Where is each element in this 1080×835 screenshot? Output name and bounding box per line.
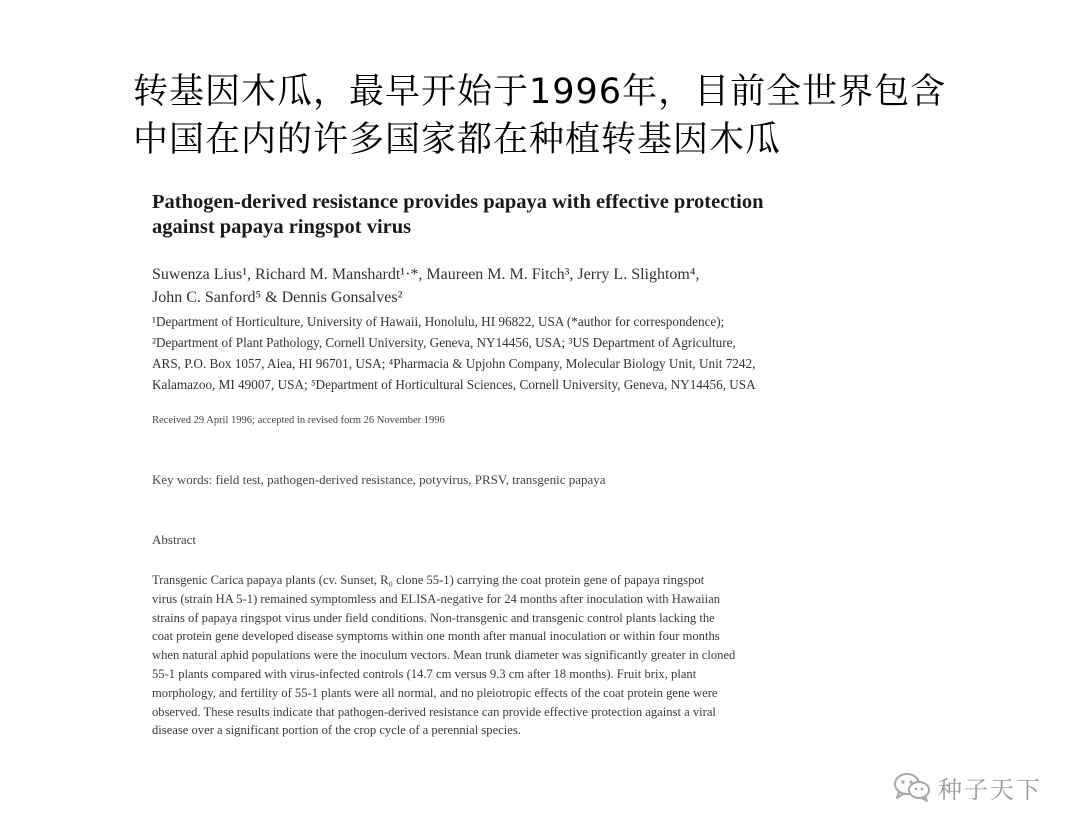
paper-title-line: Pathogen-derived resistance provides papaya with effective protection [152, 191, 764, 213]
watermark-text: 种子天下 [938, 775, 1042, 804]
slide-heading-line-2: 中国在内的许多国家都在种植转基因木瓜 [133, 120, 782, 160]
paper-authors [152, 263, 952, 309]
affiliation-line: ¹Department of Horticulture, University of Hawaii, Honolulu, HI 96822, USA (*author for correspondence); [152, 314, 725, 329]
paper-affiliations [152, 311, 952, 395]
abstract-line: Transgenic Carica papaya plants (cv. Sunset, R₀ clone 55-1) carrying the coat protein gene of papaya ringspot [152, 573, 705, 587]
received-dates: Received 29 April 1996; accepted in revised form 26 November 1996 [152, 415, 445, 426]
paper-excerpt [152, 190, 952, 740]
abstract-line: observed. These results indicate that pathogen-derived resistance can provide effective protection against a viral [152, 704, 716, 719]
slide-heading-line-1: 转基因木瓜，最早开始于1996年，目前全世界包含 [133, 72, 947, 112]
abstract-line: when natural aphid populations were the inoculum vectors. Mean trunk diameter was significantly greater in cloned [152, 648, 736, 663]
watermark [892, 770, 1042, 804]
abstract-line: 55-1 plants compared with virus-infected controls (14.7 cm versus 9.3 cm after 18 months). Fruit brix, plant [152, 666, 697, 681]
abstract-heading: Abstract [152, 532, 197, 547]
abstract-line: strains of papaya ringspot virus under field conditions. Non-transgenic and transgenic control plants lacking the [152, 610, 715, 625]
paper-title [152, 190, 952, 240]
affiliation-line: Kalamazoo, MI 49007, USA; ⁵Department of Horticultural Sciences, Cornell University, Geneva, NY14456, USA [152, 377, 756, 392]
abstract-body [152, 571, 942, 740]
keywords: Key words: field test, pathogen-derived resistance, potyvirus, PRSV, transgenic papaya [152, 472, 606, 487]
wechat-icon [892, 771, 932, 803]
affiliation-line: ²Department of Plant Pathology, Cornell University, Geneva, NY14456, USA; ³US Department of Agriculture, [152, 335, 736, 350]
affiliation-line: ARS, P.O. Box 1057, Aiea, HI 96701, USA; ⁴Pharmacia & Upjohn Company, Molecular Biology Unit, Unit 7242, [152, 356, 756, 371]
authors-line: Suwenza Lius¹, Richard M. Manshardt¹·*, Maureen M. M. Fitch³, Jerry L. Slightom⁴, [152, 266, 700, 283]
abstract-line: coat protein gene developed disease symptoms within one month after manual inoculation or within four months [152, 629, 720, 644]
abstract-line: disease over a significant portion of the crop cycle of a perennial species. [152, 723, 521, 738]
abstract-line: virus (strain HA 5-1) remained symptomless and ELISA-negative for 24 months after inoculation with Hawaiian [152, 591, 720, 606]
abstract-line: morphology, and fertility of 55-1 plants were all normal, and no pleiotropic effects of the coat protein gene were [152, 685, 718, 700]
slide-heading [133, 68, 1033, 164]
paper-title-line: against papaya ringspot virus [152, 216, 412, 238]
authors-line: John C. Sanford⁵ & Dennis Gonsalves² [152, 289, 403, 306]
